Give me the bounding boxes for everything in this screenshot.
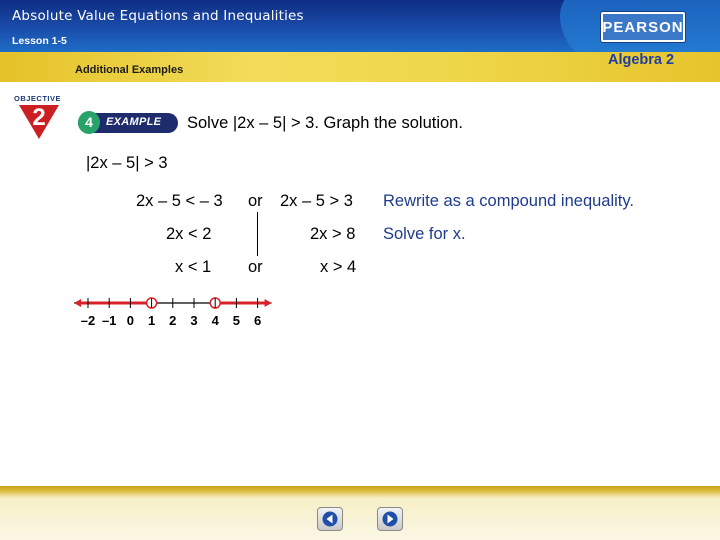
tick-label: 0 [126,313,135,328]
tick-label: –2 [80,313,96,328]
number-line-graph [68,293,282,331]
right-arrow-icon [382,511,398,527]
given-inequality: |2x – 5| > 3 [86,154,168,172]
arrowhead-left [74,299,81,307]
tick-label: 4 [211,313,219,328]
previous-slide-button[interactable] [317,507,343,531]
problem-statement: Solve |2x – 5| > 3. Graph the solution. [187,114,463,132]
example-label: EXAMPLE [106,116,162,128]
step1-left: 2x – 5 < – 3 [136,192,223,210]
slide-footer [0,486,720,540]
step1-or: or [248,192,263,210]
step2-note: Solve for x. [383,225,466,243]
tick-label: 5 [232,313,241,328]
course-name: Algebra 2 [608,52,675,68]
next-slide-button[interactable] [377,507,403,531]
step3-left: x < 1 [175,258,212,276]
objective-number: 2 [32,104,46,131]
left-arrow-icon [322,511,338,527]
tick-label: 3 [190,313,198,328]
publisher-logo: PEARSON [601,12,685,42]
step2-left: 2x < 2 [166,225,212,243]
arrowhead-right [265,299,272,307]
tick-label: 6 [253,313,262,328]
step3-right: x > 4 [320,258,357,276]
step3-or: or [248,258,263,276]
tick-label: –1 [101,313,117,328]
step1-note: Rewrite as a compound inequality. [383,192,634,210]
step2-right: 2x > 8 [310,225,356,243]
lesson-title: Absolute Value Equations and Inequalities [12,8,304,24]
step1-right: 2x – 5 > 3 [280,192,353,210]
example-number: 4 [78,111,100,134]
tick-label: 1 [147,313,156,328]
section-title: Additional Examples [75,64,184,76]
objective-label: OBJECTIVE [14,94,62,103]
lesson-number: Lesson 1-5 [12,35,67,47]
column-divider [257,212,258,256]
tick-label: 2 [169,313,177,328]
